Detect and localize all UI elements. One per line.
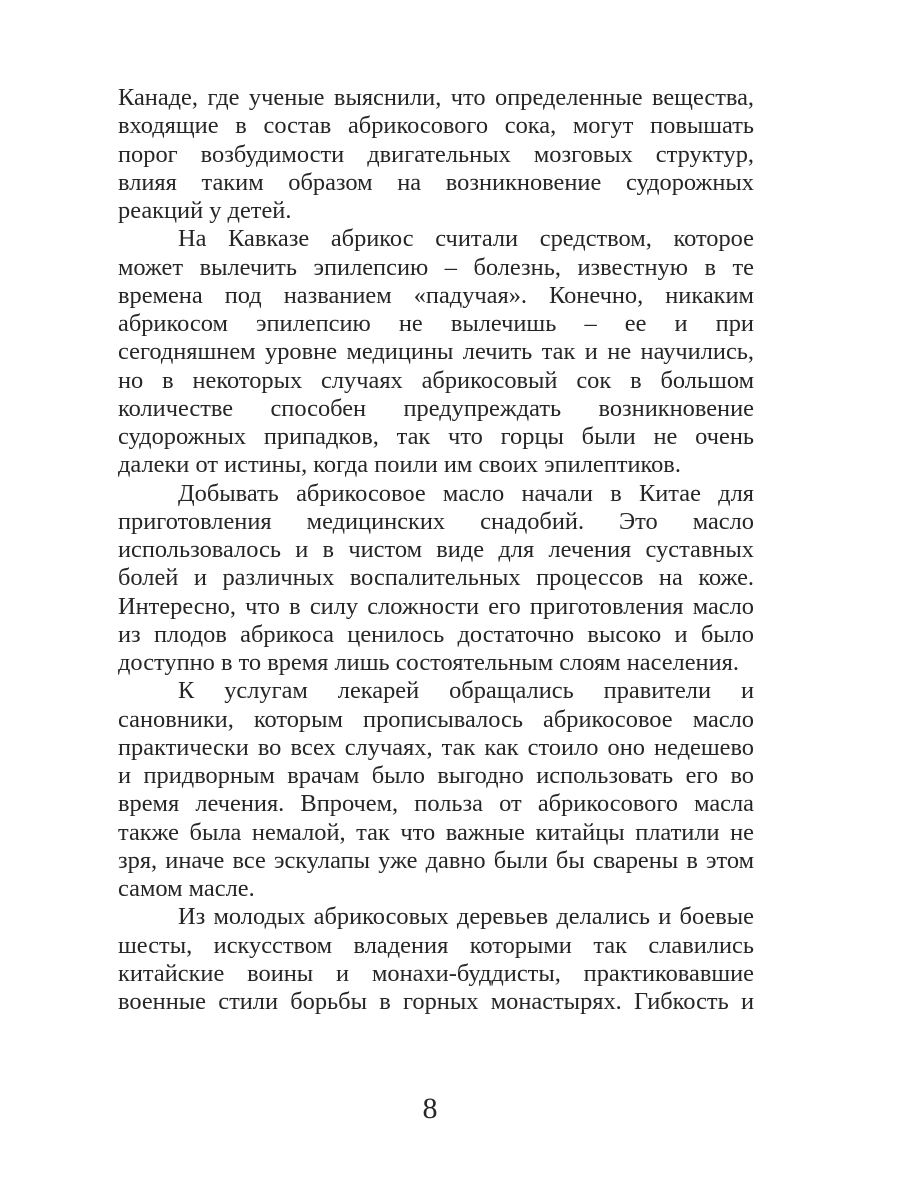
text-line: также была немалой, так что важные китайцы платили не <box>118 818 754 846</box>
text-line: время лечения. Впрочем, польза от абрикосового масла <box>118 790 754 818</box>
text-line: Добывать абрикосовое масло начали в Китае для <box>178 479 754 507</box>
paragraph-1 <box>118 84 754 225</box>
page-body <box>118 84 754 1016</box>
paragraph-5 <box>118 903 754 1016</box>
paragraph-2 <box>118 225 754 479</box>
text-line: времена под названием «падучая». Конечно, никаким <box>118 281 754 309</box>
text-line: влияя таким образом на возникновение судорожных <box>118 168 754 196</box>
text-line: На Кавказе абрикос считали средством, которое <box>178 225 754 253</box>
text-line: К услугам лекарей обращались правители и <box>178 677 754 705</box>
text-line: Из молодых абрикосовых деревьев делались и боевые <box>178 903 754 931</box>
text-line: зря, иначе все эскулапы уже давно были бы сварены в этом <box>118 846 754 874</box>
text-line: и придворным врачам было выгодно использовать его во <box>118 762 754 789</box>
text-line: но в некоторых случаях абрикосовый сок в большом <box>118 366 754 394</box>
text-line: судорожных припадков, так что горцы были не очень <box>118 423 754 450</box>
text-line: количестве способен предупреждать возникновение <box>118 394 754 422</box>
text-line: из плодов абрикоса ценилось достаточно высоко и было <box>118 620 754 648</box>
paragraph-3 <box>118 480 754 678</box>
text-line: сановники, которым прописывалось абрикосовое масло <box>118 705 754 733</box>
text-line: шесты, искусством владения которыми так славились <box>118 931 754 959</box>
text-line: порог возбудимости двигательных мозговых структур, <box>118 140 754 168</box>
text-line: использовалось и в чистом виде для лечения суставных <box>118 536 754 563</box>
text-line: военные стили борьбы в горных монастырях. Гибкость и <box>118 988 754 1015</box>
page-number: 8 <box>422 1092 438 1125</box>
text-line: практически во всех случаях, так как стоило оно недешево <box>118 733 754 761</box>
text-line: далеки от истины, когда поили им своих эпилептиков. <box>118 451 681 479</box>
text-line: доступно в то время лишь состоятельным слоям населения. <box>118 649 739 676</box>
paragraph-4 <box>118 677 754 903</box>
text-line: сегодняшнем уровне медицины лечить так и не научились, <box>118 338 754 366</box>
text-line: китайские воины и монахи-буддисты, практиковавшие <box>118 959 754 987</box>
text-line: реакций у детей. <box>118 197 292 224</box>
text-line: Канаде, где ученые выяснили, что определенные вещества, <box>118 84 754 111</box>
text-line: приготовления медицинских снадобий. Это масло <box>118 507 754 535</box>
text-line: самом масле. <box>118 875 255 902</box>
text-line: болей и различных воспалительных процессов на коже. <box>118 564 754 592</box>
text-line: может вылечить эпилепсию – болезнь, известную в те <box>118 253 754 281</box>
text-line: Интересно, что в силу сложности его приготовления масло <box>118 592 754 620</box>
text-line: входящие в состав абрикосового сока, могут повышать <box>118 112 754 140</box>
text-line: абрикосом эпилепсию не вылечишь – ее и при <box>118 310 754 337</box>
